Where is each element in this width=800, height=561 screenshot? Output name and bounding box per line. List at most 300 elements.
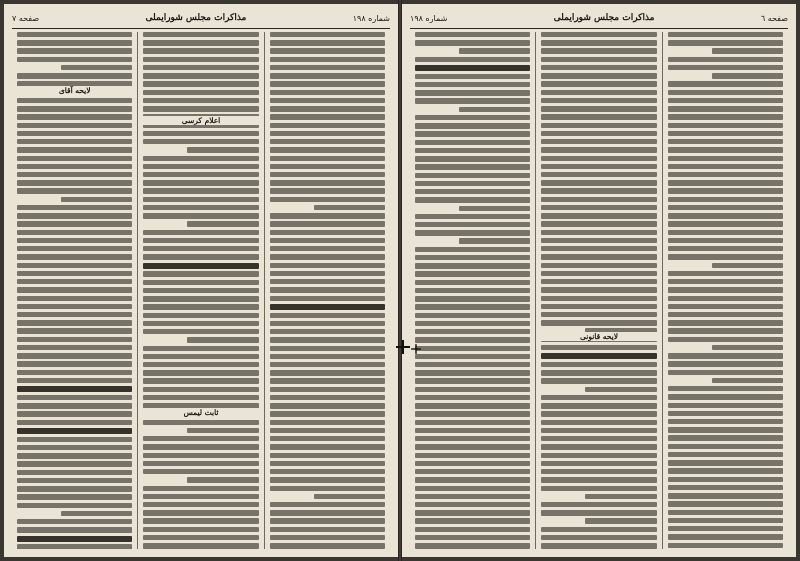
text-line [712, 48, 784, 53]
text-line [415, 173, 530, 178]
text-line [668, 328, 783, 333]
text-line [17, 478, 132, 483]
text-line [17, 73, 132, 78]
text-line [143, 90, 258, 95]
text-line [415, 453, 530, 458]
text-line [541, 411, 656, 416]
text-line [17, 527, 132, 532]
text-line [270, 486, 385, 491]
text-line [270, 453, 385, 458]
text-line [415, 164, 530, 169]
text-line [270, 354, 385, 359]
left-column-3 [12, 32, 138, 549]
text-line [143, 304, 258, 309]
text-line [143, 362, 258, 367]
text-line [668, 180, 783, 185]
text-line [668, 312, 783, 317]
text-line [143, 65, 258, 70]
text-line [270, 164, 385, 169]
text-line [415, 436, 530, 441]
text-line [668, 287, 783, 292]
text-line [17, 470, 132, 475]
text-line [143, 271, 258, 276]
text-line [17, 378, 132, 383]
text-line [668, 98, 783, 103]
text-line [314, 205, 386, 210]
text-line [415, 337, 530, 342]
text-line [270, 221, 385, 226]
text-line [668, 246, 783, 251]
text-line [541, 213, 656, 218]
text-line [270, 370, 385, 375]
text-line [668, 485, 783, 490]
text-line [541, 436, 656, 441]
left-col3-subheading-a: لایحه آقای [17, 86, 132, 95]
text-line [415, 40, 530, 45]
text-line [270, 106, 385, 111]
text-line [17, 536, 132, 542]
text-line [415, 65, 530, 71]
text-line [270, 147, 385, 152]
text-line [415, 304, 530, 309]
text-line [585, 494, 657, 499]
text-line [270, 65, 385, 70]
text-line [270, 73, 385, 78]
text-line [415, 197, 530, 202]
text-line [270, 502, 385, 507]
text-line [270, 436, 385, 441]
text-line [17, 395, 132, 400]
text-line [541, 73, 656, 78]
text-line [541, 188, 656, 193]
text-line [270, 32, 385, 37]
right-column-3 [410, 32, 536, 549]
text-line [415, 90, 530, 95]
text-line [143, 73, 258, 78]
right-page-issue: شماره ۱۹۸ [410, 13, 448, 23]
text-line [668, 320, 783, 325]
text-line [415, 543, 530, 548]
text-line [541, 131, 656, 136]
text-line [668, 304, 783, 309]
text-line [415, 156, 530, 161]
text-line [17, 114, 132, 119]
text-line [143, 313, 258, 318]
text-line [270, 387, 385, 392]
text-line [668, 81, 783, 86]
text-line [541, 81, 656, 86]
text-line [541, 65, 656, 70]
text-line [270, 527, 385, 532]
text-line [17, 131, 132, 136]
text-line [668, 197, 783, 202]
left-col2-subheading-b: ثابت لیمس [143, 408, 258, 417]
text-line [270, 461, 385, 466]
left-header-rule [12, 28, 390, 29]
text-line [668, 543, 783, 548]
text-line [541, 271, 656, 276]
text-line [541, 180, 656, 185]
text-line [541, 502, 656, 507]
text-line [143, 370, 258, 375]
text-line [270, 510, 385, 515]
text-line [712, 263, 784, 268]
text-line [541, 90, 656, 95]
text-line [270, 172, 385, 177]
text-line [270, 395, 385, 400]
text-line [668, 296, 783, 301]
text-line [270, 420, 385, 425]
text-line [415, 255, 530, 260]
text-line [17, 461, 132, 466]
text-line [541, 263, 656, 268]
text-line [668, 526, 783, 531]
text-line [17, 519, 132, 524]
text-line [143, 238, 258, 243]
text-line [668, 337, 783, 342]
text-line [17, 139, 132, 144]
text-line [143, 263, 258, 269]
text-line [143, 502, 258, 507]
text-line [541, 147, 656, 152]
text-line [143, 329, 258, 334]
text-line [143, 486, 258, 491]
text-line [541, 296, 656, 301]
text-line [17, 544, 132, 549]
text-line [541, 106, 656, 111]
text-line [415, 354, 530, 359]
text-line [668, 394, 783, 399]
text-line [541, 254, 656, 259]
text-line [17, 263, 132, 268]
text-line [459, 206, 531, 211]
text-line [415, 527, 530, 532]
text-line [415, 247, 530, 252]
text-line [668, 205, 783, 210]
text-line [668, 65, 783, 70]
left-page [4, 4, 398, 557]
text-line [187, 221, 259, 226]
text-line [270, 518, 385, 523]
text-line [415, 510, 530, 515]
text-line [17, 320, 132, 325]
text-line [270, 279, 385, 284]
text-line [143, 40, 258, 45]
text-line [541, 320, 656, 325]
text-line [668, 386, 783, 391]
text-line [585, 387, 657, 392]
text-line [668, 403, 783, 408]
text-line [415, 502, 530, 507]
text-line [712, 345, 784, 350]
text-line [270, 230, 385, 235]
text-line [143, 106, 258, 111]
text-line [668, 534, 783, 539]
text-line [17, 40, 132, 45]
text-line [415, 403, 530, 408]
text-line [459, 107, 531, 112]
left-column-2 [138, 32, 264, 549]
text-line [541, 312, 656, 317]
text-line [270, 329, 385, 334]
text-line [143, 131, 258, 136]
text-line [415, 57, 530, 62]
right-page-columns [410, 32, 788, 549]
text-line [415, 444, 530, 449]
text-line [541, 453, 656, 458]
text-line [17, 123, 132, 128]
text-line [459, 238, 531, 243]
text-line [17, 48, 132, 53]
text-line [270, 346, 385, 351]
text-line [668, 501, 783, 506]
text-line [270, 213, 385, 218]
text-line [17, 353, 132, 358]
text-line [668, 114, 783, 119]
text-line [415, 230, 530, 235]
text-line [17, 246, 132, 251]
text-line [143, 494, 258, 499]
text-line [415, 428, 530, 433]
right-page-title: مذاکرات مجلس شورایملی [553, 13, 655, 23]
text-line [17, 213, 132, 218]
text-line [415, 518, 530, 523]
text-line [712, 73, 784, 78]
text-line [17, 428, 132, 434]
text-line [17, 164, 132, 169]
text-line [415, 313, 530, 318]
text-line [668, 106, 783, 111]
text-line [668, 452, 783, 457]
text-line [415, 494, 530, 499]
text-line [541, 469, 656, 474]
text-line [415, 263, 530, 268]
text-line [415, 98, 530, 103]
text-line [541, 197, 656, 202]
text-line [415, 280, 530, 285]
text-line [270, 271, 385, 276]
text-line [668, 40, 783, 45]
text-line [17, 386, 132, 392]
text-line [415, 131, 530, 136]
right-page [402, 4, 796, 557]
text-line [17, 271, 132, 276]
text-line [415, 411, 530, 416]
text-line [17, 370, 132, 375]
right-column-1 [663, 32, 788, 549]
text-line [270, 81, 385, 86]
text-line [270, 197, 385, 202]
text-line [143, 197, 258, 202]
text-line [541, 461, 656, 466]
text-line [17, 361, 132, 366]
text-line [143, 378, 258, 383]
text-line [415, 461, 530, 466]
text-line [17, 403, 132, 408]
text-line [415, 214, 530, 219]
text-line [61, 511, 133, 516]
text-line [668, 254, 783, 259]
text-line [541, 428, 656, 433]
text-line [541, 403, 656, 408]
text-line [143, 188, 258, 193]
text-line [270, 477, 385, 482]
text-line [17, 296, 132, 301]
text-line [17, 98, 132, 103]
text-line [541, 32, 656, 37]
text-line [187, 477, 259, 482]
text-line [270, 254, 385, 259]
text-line [668, 213, 783, 218]
text-line [541, 543, 656, 548]
right-col2-subheading-a: لایحه قانونی [541, 332, 656, 341]
text-line [143, 453, 258, 458]
text-line [17, 411, 132, 416]
text-line [17, 172, 132, 177]
text-line [270, 238, 385, 243]
text-line [668, 370, 783, 375]
text-line [17, 445, 132, 450]
text-line [143, 180, 258, 185]
text-line [143, 346, 258, 351]
text-line [541, 510, 656, 515]
text-line [415, 329, 530, 334]
text-line [668, 361, 783, 366]
text-line [143, 296, 258, 301]
right-page-number: صفحه ٦ [760, 13, 788, 23]
text-line [270, 428, 385, 433]
text-line [17, 205, 132, 210]
text-line [541, 230, 656, 235]
text-line [541, 98, 656, 103]
registration-mark-icon [396, 340, 410, 354]
text-line [17, 328, 132, 333]
text-line [541, 238, 656, 243]
text-line [415, 222, 530, 227]
text-line [187, 147, 259, 152]
text-line [415, 321, 530, 326]
text-line [541, 345, 656, 350]
text-line [668, 131, 783, 136]
text-line [668, 468, 783, 473]
text-line [415, 469, 530, 474]
text-line [668, 139, 783, 144]
text-line [17, 230, 132, 235]
text-line [143, 420, 258, 425]
text-line [270, 304, 385, 310]
text-line [17, 503, 132, 508]
text-line [668, 510, 783, 515]
text-line [17, 106, 132, 111]
text-line [143, 461, 258, 466]
text-line [143, 156, 258, 161]
text-line [415, 370, 530, 375]
text-line [17, 254, 132, 259]
text-line [541, 362, 656, 367]
text-line [143, 543, 258, 548]
text-line [17, 188, 132, 193]
right-page-header [410, 10, 788, 26]
text-line [17, 180, 132, 185]
text-line [143, 387, 258, 392]
text-line [61, 65, 133, 70]
text-line [143, 98, 258, 103]
text-line [415, 535, 530, 540]
text-line [541, 279, 656, 284]
text-line [668, 353, 783, 358]
text-line [415, 362, 530, 367]
text-line [541, 205, 656, 210]
text-line [143, 444, 258, 449]
text-line [270, 321, 385, 326]
text-line [668, 444, 783, 449]
text-line [270, 90, 385, 95]
text-line [415, 296, 530, 301]
text-line [541, 40, 656, 45]
text-line [415, 346, 530, 351]
text-line [270, 313, 385, 318]
text-line [143, 48, 258, 53]
text-line [270, 444, 385, 449]
text-line [270, 98, 385, 103]
text-line [270, 131, 385, 136]
text-line [270, 378, 385, 383]
text-line [415, 271, 530, 276]
text-line [668, 271, 783, 276]
text-line [415, 181, 530, 186]
right-column-2 [536, 32, 662, 549]
text-line [270, 362, 385, 367]
text-line [415, 140, 530, 145]
text-line [17, 345, 132, 350]
left-page-header [12, 10, 390, 26]
text-line [17, 312, 132, 317]
left-column-1 [265, 32, 390, 549]
left-page-title: مذاکرات مجلس شورایملی [145, 13, 247, 23]
text-line [668, 147, 783, 152]
text-line [61, 197, 133, 202]
text-line [541, 477, 656, 482]
text-line [541, 139, 656, 144]
text-line [270, 535, 385, 540]
text-line [668, 427, 783, 432]
text-line [187, 337, 259, 342]
text-line [270, 156, 385, 161]
text-line [17, 147, 132, 152]
text-line [541, 156, 656, 161]
text-line [143, 172, 258, 177]
text-line [270, 337, 385, 342]
text-line [668, 90, 783, 95]
text-line [415, 115, 530, 120]
text-line [143, 164, 258, 169]
text-line [17, 238, 132, 243]
text-line [143, 139, 258, 144]
text-line [143, 205, 258, 210]
text-line [270, 57, 385, 62]
text-line [541, 57, 656, 62]
text-line [415, 32, 530, 37]
text-line [143, 436, 258, 441]
text-line [270, 123, 385, 128]
text-line [143, 280, 258, 285]
text-line [143, 510, 258, 515]
text-line [668, 518, 783, 523]
text-line [17, 486, 132, 491]
text-line [270, 411, 385, 416]
text-line [17, 57, 132, 62]
text-line [541, 114, 656, 119]
